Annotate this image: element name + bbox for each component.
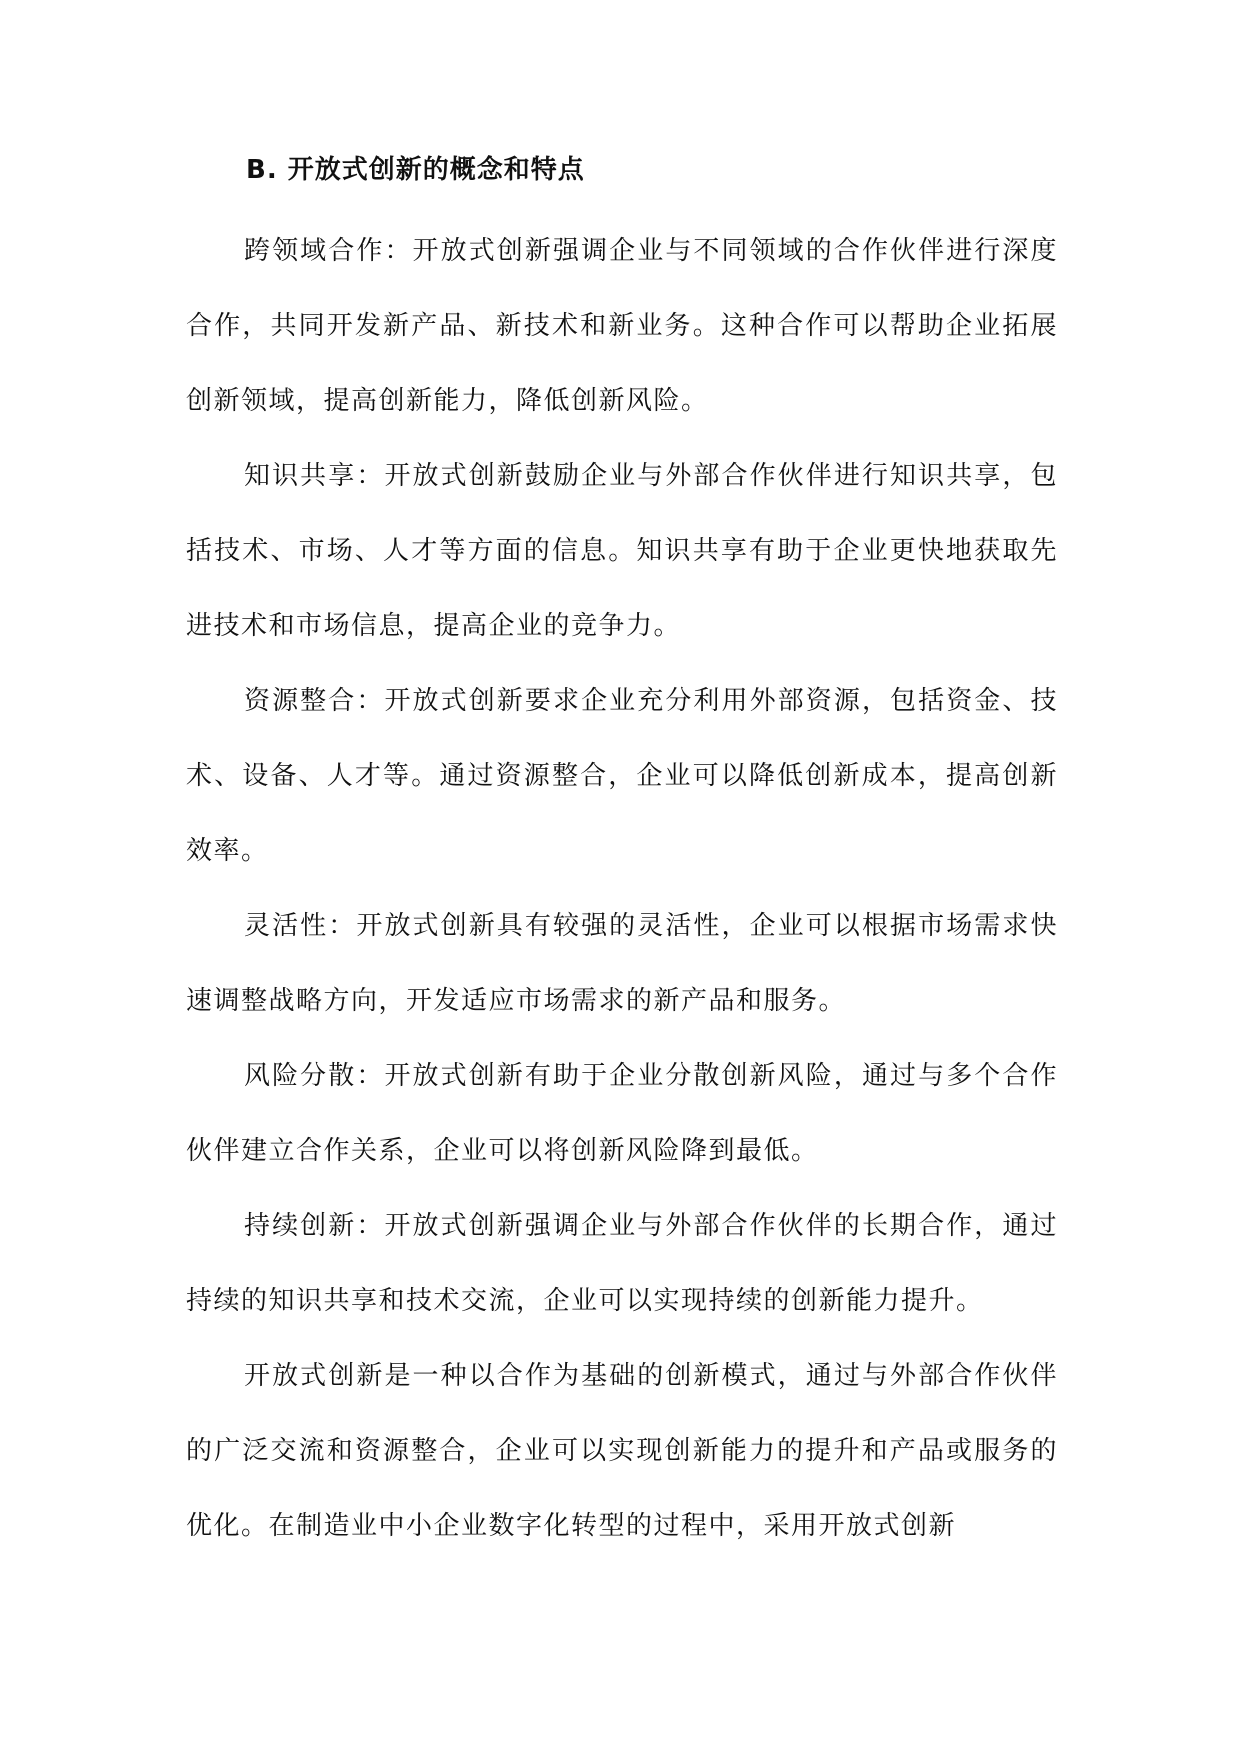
paragraph-summary: 开放式创新是一种以合作为基础的创新模式，通过与外部合作伙伴的广泛交流和资源整合，企业可以实现创新能力的提升和产品或服务的优化。在制造业中小企业数字化转型的过程中，采用开放式创新 [186, 1361, 1058, 1541]
paragraph-cross-domain-cooperation: 跨领域合作：开放式创新强调企业与不同领域的合作伙伴进行深度合作，共同开发新产品、新技术和新业务。这种合作可以帮助企业拓展创新领域，提高创新能力，降低创新风险。 [186, 236, 1058, 416]
section-heading: B. 开放式创新的概念和特点 [246, 155, 585, 185]
document-body [186, 140, 1058, 1564]
paragraph-flexibility: 灵活性：开放式创新具有较强的灵活性，企业可以根据市场需求快速调整战略方向，开发适应市场需求的新产品和服务。 [186, 911, 1058, 1016]
paragraph-risk-diversification: 风险分散：开放式创新有助于企业分散创新风险，通过与多个合作伙伴建立合作关系，企业可以将创新风险降到最低。 [186, 1061, 1058, 1166]
paragraph-knowledge-sharing: 知识共享：开放式创新鼓励企业与外部合作伙伴进行知识共享，包括技术、市场、人才等方面的信息。知识共享有助于企业更快地获取先进技术和市场信息，提高企业的竞争力。 [186, 461, 1058, 641]
paragraph-resource-integration: 资源整合：开放式创新要求企业充分利用外部资源，包括资金、技术、设备、人才等。通过资源整合，企业可以降低创新成本，提高创新效率。 [186, 686, 1058, 866]
paragraph-continuous-innovation: 持续创新：开放式创新强调企业与外部合作伙伴的长期合作，通过持续的知识共享和技术交流，企业可以实现持续的创新能力提升。 [186, 1211, 1058, 1316]
